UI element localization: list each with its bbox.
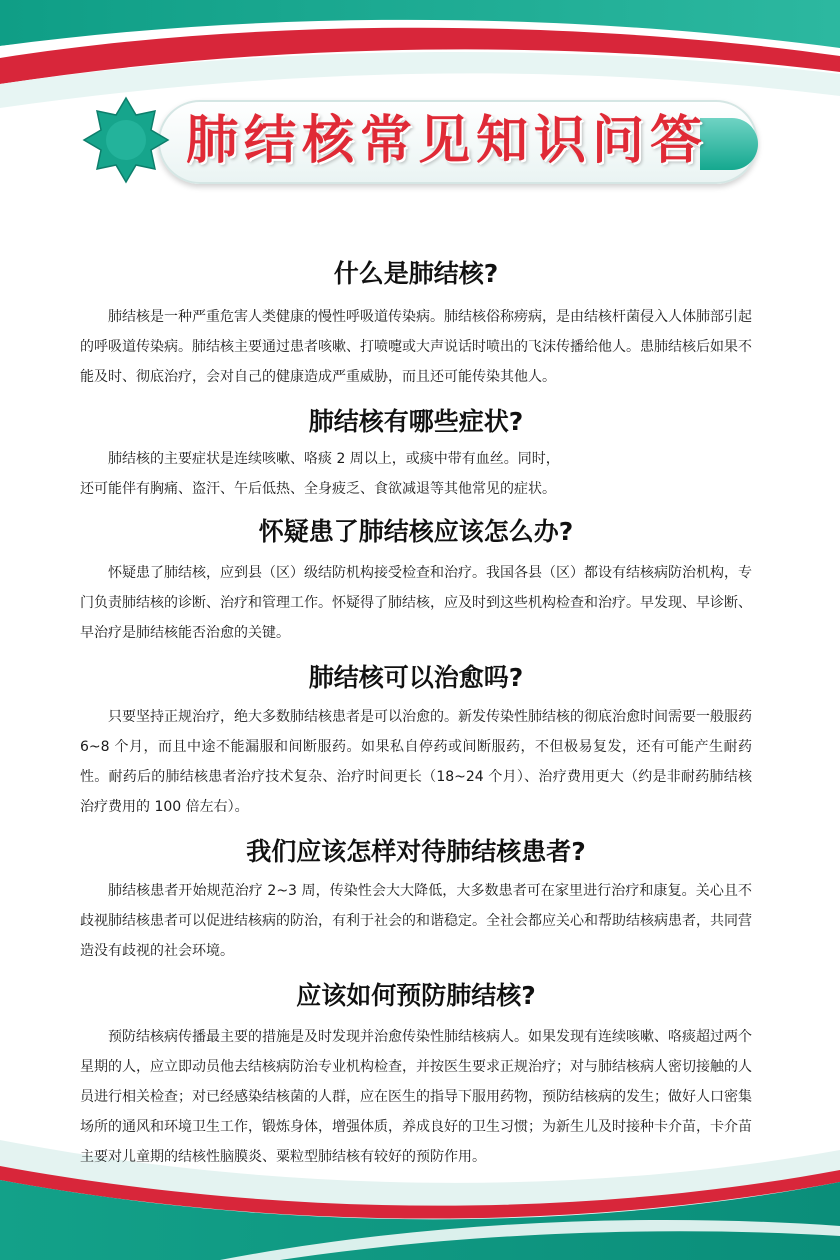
qa-section: [80, 402, 752, 504]
section-heading: 应该如何预防肺结核?: [296, 981, 536, 1010]
qa-section: [80, 254, 752, 392]
section-heading: 肺结核可以治愈吗?: [308, 663, 524, 692]
section-paragraph: 怀疑患了肺结核，应到县（区）级结防机构接受检查和治疗。我国各县（区）都设有结核病防治机构，专门负责肺结核的诊断、治疗和管理工作。怀疑得了肺结核，应及时到这些机构检查和治疗。早发现、早诊断、早治疗是肺结核能否治愈的关键。: [80, 565, 752, 641]
qa-section: [80, 512, 752, 648]
qa-section: [80, 976, 752, 1172]
section-paragraph: 肺结核患者开始规范治疗 2~3 周，传染性会大大降低，大多数患者可在家里进行治疗和康复。关心且不歧视肺结核患者可以促进结核病的防治，有利于社会的和谐稳定。全社会都应关心和帮助结核病患者，共同营造没有歧视的社会环境。: [80, 883, 752, 959]
section-paragraph: 预防结核病传播最主要的措施是及时发现并治愈传染性肺结核病人。如果发现有连续咳嗽、咯痰超过两个星期的人，应立即动员他去结核病防治专业机构检查，并按医生要求正规治疗；对与肺结核病人密切接触的人员进行相关检查；对已经感染结核菌的人群，应在医生的指导下服用药物，预防结核病的发生；做好人口密集场所的通风和环境卫生工作，锻炼身体，增强体质，养成良好的卫生习惯；为新生儿及时接种卡介苗，卡介苗主要对儿童期的结核性脑膜炎、粟粒型肺结核有较好的预防作用。: [80, 1029, 752, 1165]
star-badge-icon: [82, 96, 170, 184]
qa-section: [80, 658, 752, 822]
section-heading: 什么是肺结核?: [333, 259, 499, 288]
section-heading: 肺结核有哪些症状?: [308, 407, 524, 436]
section-paragraph: 肺结核的主要症状是连续咳嗽、咯痰 2 周以上，或痰中带有血丝。同时，: [108, 451, 560, 467]
section-paragraph: 肺结核是一种严重危害人类健康的慢性呼吸道传染病。肺结核俗称痨病，是由结核杆菌侵入人体肺部引起的呼吸道传染病。肺结核主要通过患者咳嗽、打喷嚏或大声说话时喷出的飞沫传播给他人。患肺结核后如果不能及时、彻底治疗，会对自己的健康造成严重威胁，而且还可能传染其他人。: [80, 309, 752, 385]
section-paragraph: 还可能伴有胸痛、盗汗、午后低热、全身疲乏、食欲减退等其他常见的症状。: [80, 481, 556, 497]
section-heading: 我们应该怎样对待肺结核患者?: [246, 837, 586, 866]
section-heading: 怀疑患了肺结核应该怎么办?: [258, 517, 574, 546]
section-paragraph: 只要坚持正规治疗，绝大多数肺结核患者是可以治愈的。新发传染性肺结核的彻底治愈时间需要一般服药 6~8 个月，而且中途不能漏服和间断服药。如果私自停药或间断服药，不但极易复发，还有可能产生耐药性。耐药后的肺结核患者治疗技术复杂、治疗时间更长（18~24 个月）、治疗费用更大（约是非耐药肺结核治疗费用的 100 倍左右）。: [80, 709, 752, 815]
poster-title: 肺结核常见知识问答: [186, 111, 709, 171]
qa-content: [80, 254, 752, 1172]
qa-section: [80, 832, 752, 966]
